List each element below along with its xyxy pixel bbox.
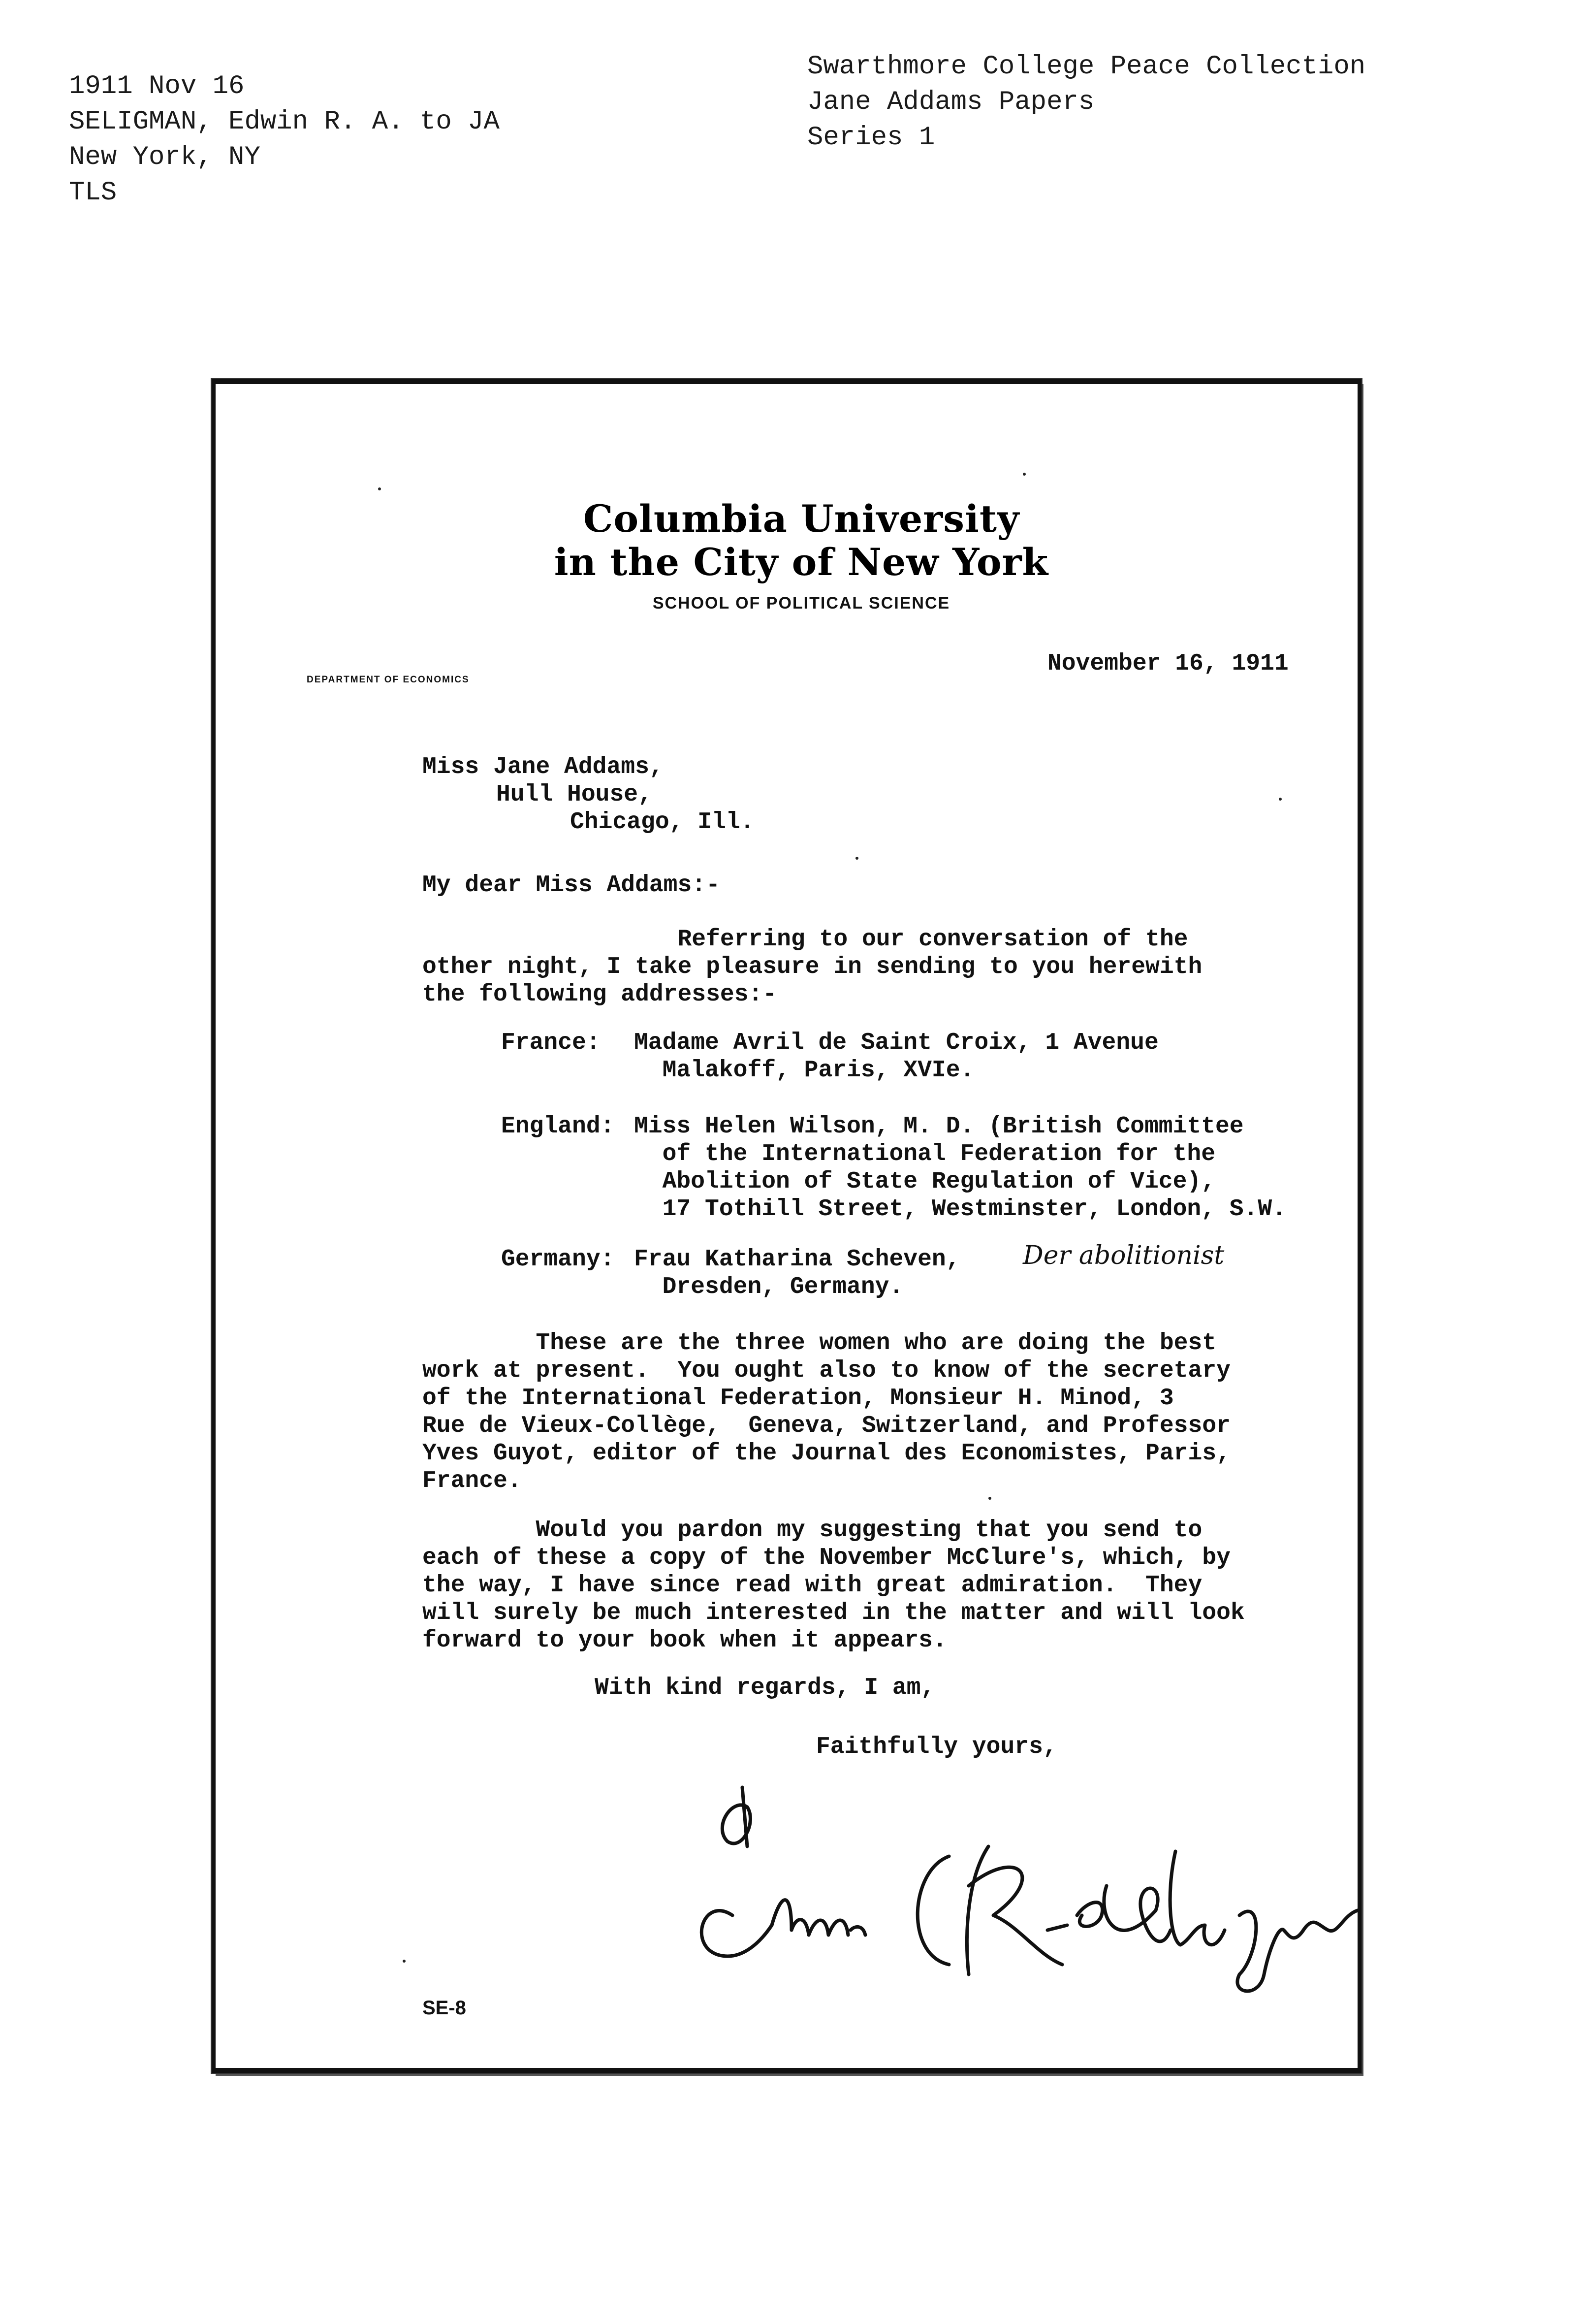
address-line: 17 Tothill Street, Westminster, London, S.W. <box>634 1196 1287 1223</box>
paper-speck <box>1279 798 1282 801</box>
paper-speck <box>1023 473 1026 476</box>
paper-speck <box>378 487 381 490</box>
address-line: of the International Federation for the <box>634 1141 1215 1167</box>
letter-sheet <box>212 379 1361 2073</box>
paragraph-line: Yves Guyot, editor of the Journal des Economistes, Paris, <box>422 1440 1231 1467</box>
paragraph-intro <box>422 926 1202 1008</box>
paragraph-line: other night, I take pleasure in sending to you herewith <box>422 954 1203 980</box>
address-country: France: <box>501 1030 601 1056</box>
address-line: Frau Katharina Scheven, <box>634 1246 960 1273</box>
paragraph-line: of the International Federation, Monsieur H. Minod, 3 <box>422 1385 1174 1412</box>
paragraph-line: each of these a copy of the November McClure's, which, by <box>422 1545 1231 1571</box>
archive-correspondents: SELIGMAN, Edwin R. A. to JA <box>69 107 500 137</box>
paragraph-women <box>422 1329 1231 1495</box>
letterhead-school: SCHOOL OF POLITICAL SCIENCE <box>652 594 950 613</box>
paragraph-line: Rue de Vieux-Collège, Geneva, Switzerland, and Professor <box>422 1413 1231 1439</box>
letterhead-city: in the City of New York <box>554 540 1049 584</box>
paragraph-line: will surely be much interested in the matter and will look <box>422 1600 1245 1626</box>
address-country: Germany: <box>501 1246 615 1273</box>
archive-series: Series 1 <box>807 123 935 153</box>
paragraph-line: These are the three women who are doing the best <box>422 1330 1217 1356</box>
handwritten-annotation: Der abolitionist <box>1023 1241 1225 1270</box>
recipient-street: Hull House, <box>496 781 652 808</box>
letter-date: November 16, 1911 <box>1047 650 1289 677</box>
address-country: England: <box>501 1113 615 1140</box>
paper-speck <box>988 1497 991 1500</box>
paper-speck <box>855 857 858 860</box>
archive-doc-type: TLS <box>69 178 117 208</box>
signature-image <box>673 1768 1372 2004</box>
paragraph-line: Referring to our conversation of the <box>422 926 1188 953</box>
letterhead-department: DEPARTMENT OF ECONOMICS <box>307 675 470 685</box>
paper-speck <box>403 1960 406 1963</box>
paragraph-line: Would you pardon my suggesting that you send to <box>422 1517 1203 1544</box>
file-code: SE-8 <box>422 1997 466 2019</box>
paragraph-line: France. <box>422 1468 522 1494</box>
valediction: Faithfully yours, <box>816 1734 1057 1760</box>
archive-papers: Jane Addams Papers <box>807 87 1095 117</box>
address-line: Abolition of State Regulation of Vice), <box>634 1168 1215 1195</box>
address-line: Dresden, Germany. <box>634 1274 904 1300</box>
archive-collection: Swarthmore College Peace Collection <box>807 52 1366 82</box>
archive-label-right <box>807 49 1365 156</box>
archive-date: 1911 Nov 16 <box>69 71 245 101</box>
paragraph-suggestion <box>422 1517 1245 1654</box>
salutation: My dear Miss Addams:- <box>422 872 720 899</box>
address-line: Madame Avril de Saint Croix, 1 Avenue <box>634 1030 1159 1056</box>
recipient-name: Miss Jane Addams, <box>422 754 664 780</box>
paragraph-line: forward to your book when it appears. <box>422 1627 947 1654</box>
address-line: Malakoff, Paris, XVIe. <box>634 1057 975 1084</box>
recipient-city: Chicago, Ill. <box>570 809 755 836</box>
paragraph-line: the way, I have since read with great admiration. They <box>422 1572 1203 1599</box>
letterhead <box>216 497 1358 613</box>
letterhead-university: Columbia University <box>583 497 1020 541</box>
closing-line: With kind regards, I am, <box>595 1675 935 1701</box>
archive-place: New York, NY <box>69 142 260 172</box>
paragraph-line: work at present. You ought also to know of the secretary <box>422 1357 1231 1384</box>
address-line: Miss Helen Wilson, M. D. (British Committee <box>634 1113 1244 1140</box>
paragraph-line: the following addresses:- <box>422 981 777 1008</box>
archive-label-left <box>69 69 500 211</box>
